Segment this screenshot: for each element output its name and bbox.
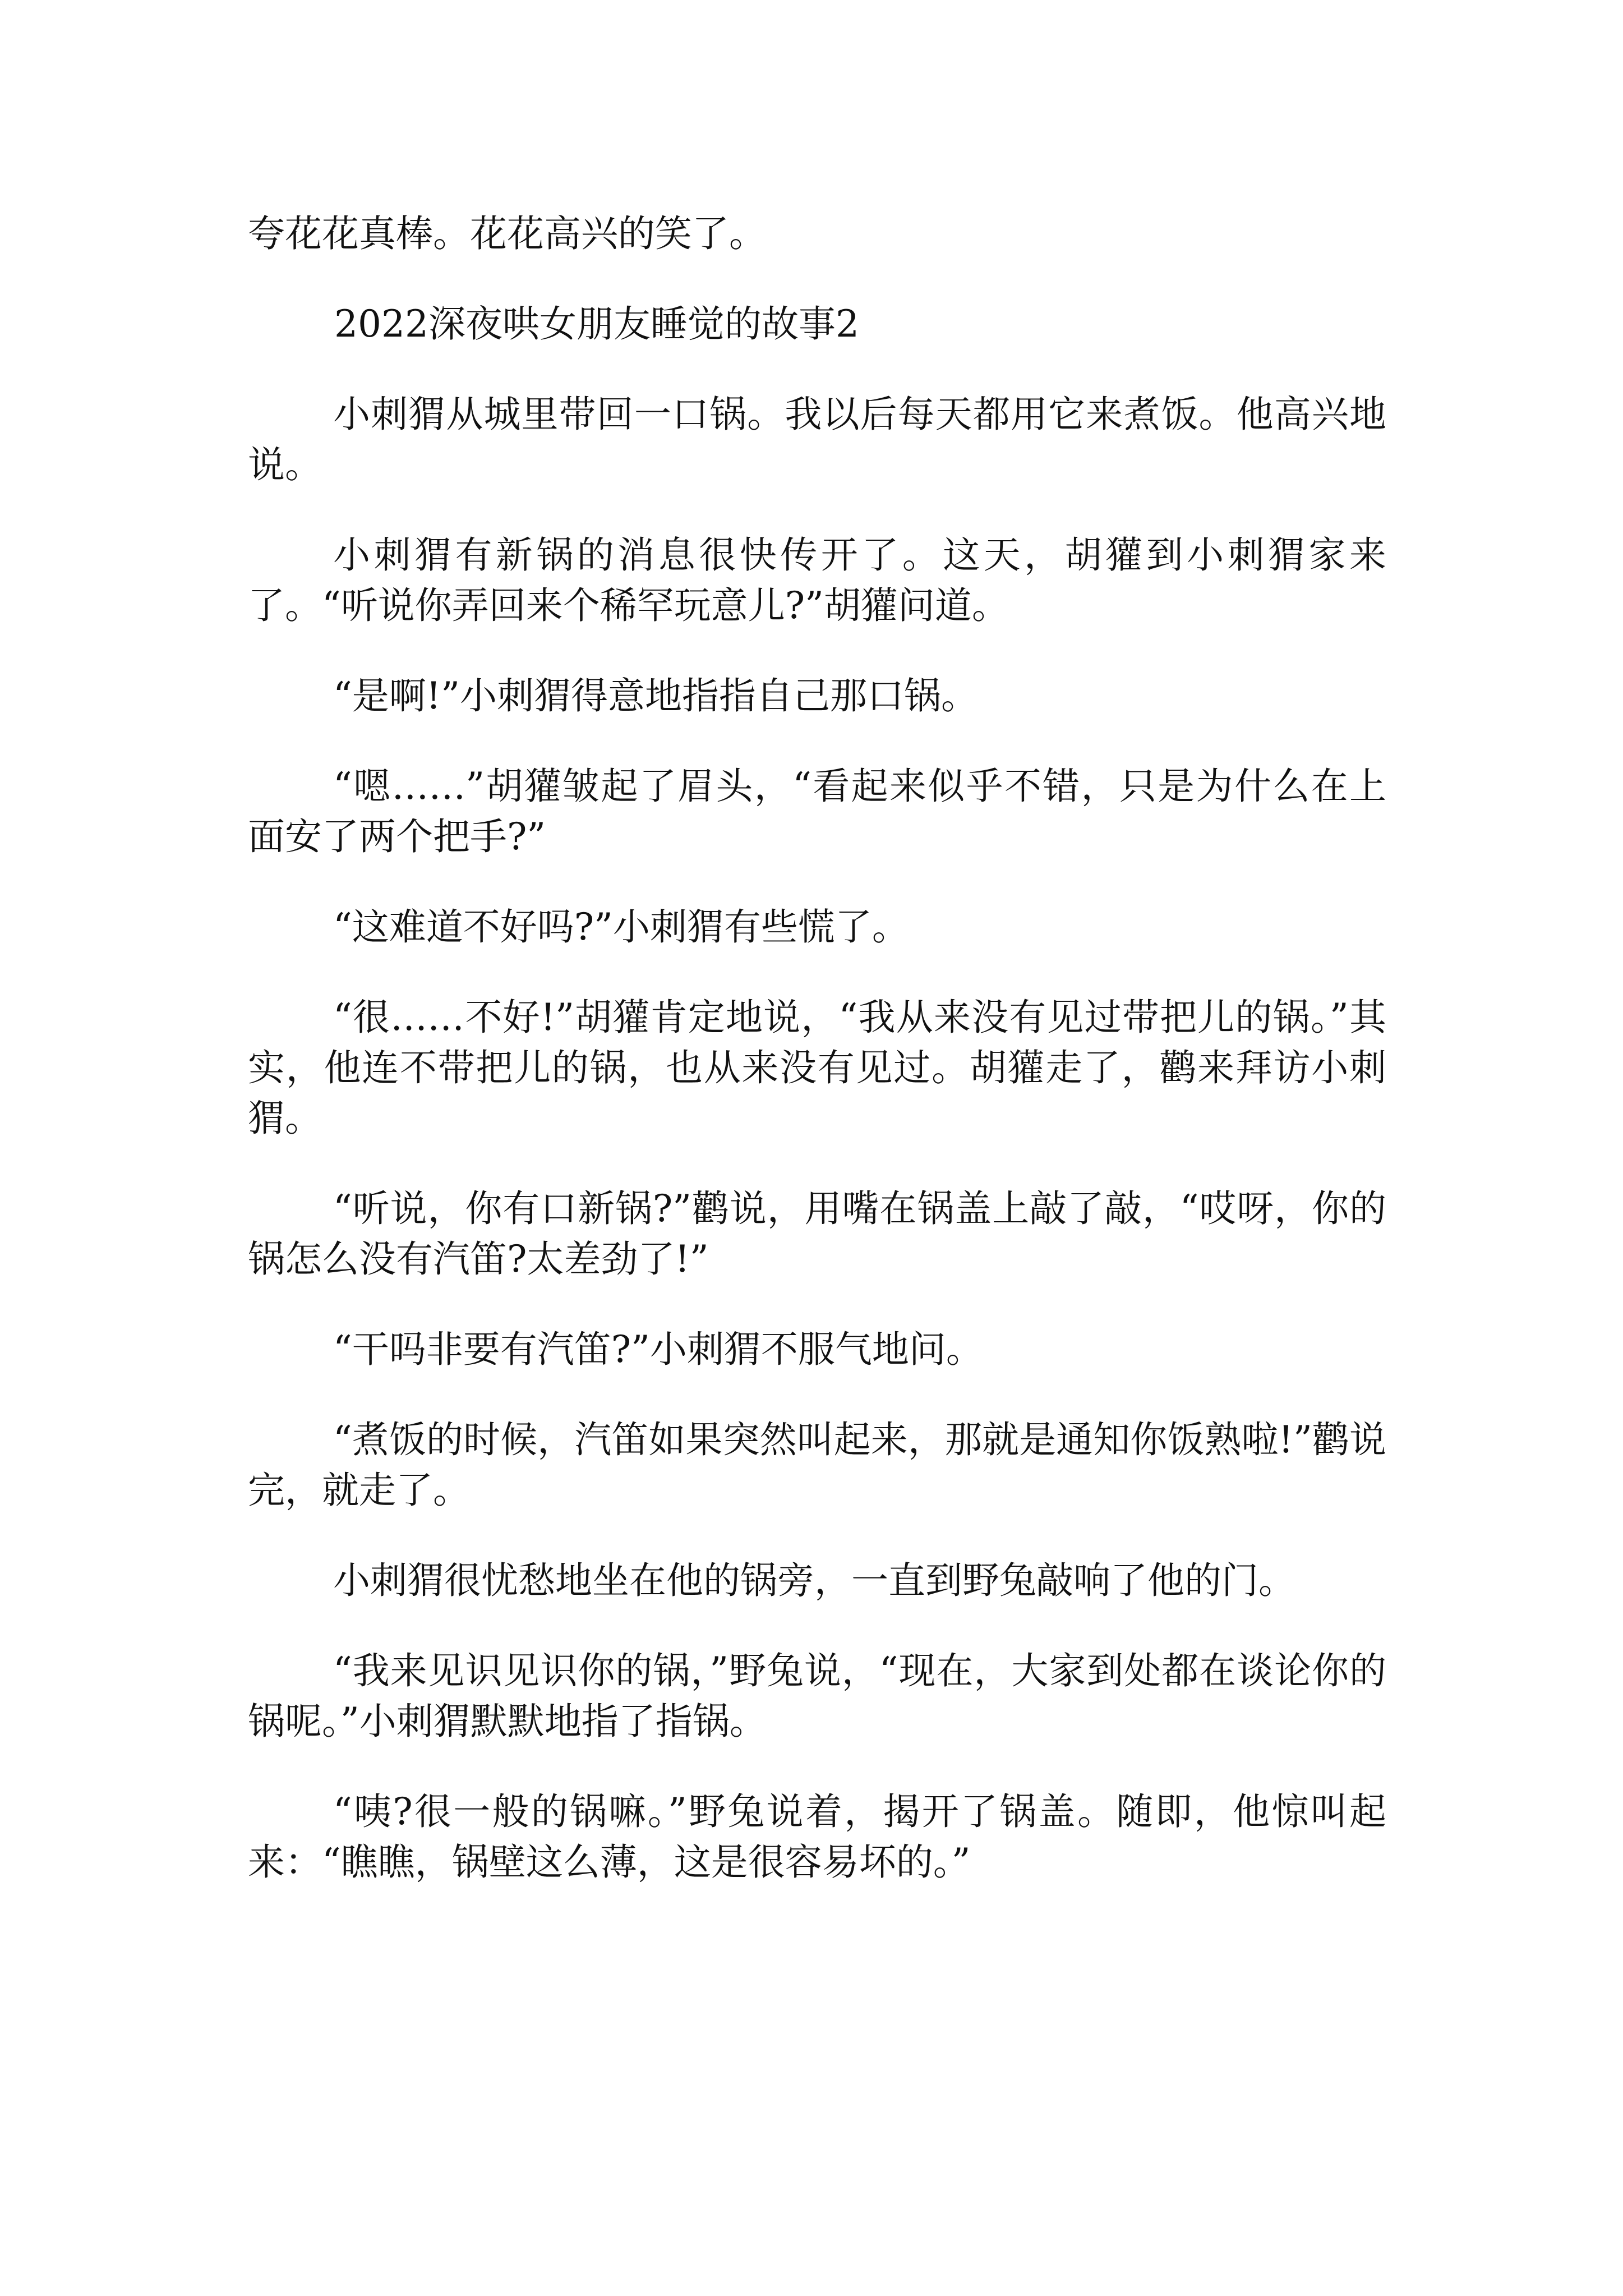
paragraph: “我来见识见识你的锅，”野兔说，“现在，大家到处都在谈论你的锅呢。”小刺猬默默地指了指锅。 [248, 1649, 1386, 1743]
paragraph: “嗯……”胡獾皱起了眉头，“看起来似乎不错，只是为什么在上面安了两个把手?” [248, 765, 1386, 858]
paragraph-continuation: 夸花花真棒。花花高兴的笑了。 [248, 212, 766, 255]
paragraph: “很……不好!”胡獾肯定地说，“我从来没有见过带把儿的锅。”其实，他连不带把儿的锅，也从来没有见过。胡獾走了，鹳来拜访小刺猬。 [248, 996, 1386, 1140]
paragraph: “干吗非要有汽笛?”小刺猬不服气地问。 [333, 1328, 983, 1371]
document-page [248, 209, 1386, 1927]
paragraph: “咦?很一般的锅嘛。”野兔说着，揭开了锅盖。随即，他惊叫起来：“瞧瞧，锅壁这么薄，这是很容易坏的。” [248, 1790, 1386, 1884]
paragraph: “煮饭的时候，汽笛如果突然叫起来，那就是通知你饭熟啦!”鹳说完，就走了。 [248, 1418, 1386, 1512]
story-title: 2022深夜哄女朋友睡觉的故事2 [334, 302, 859, 346]
paragraph: “听说，你有口新锅?”鹳说，用嘴在锅盖上敲了敲，“哎呀，你的锅怎么没有汽笛?太差劲了!” [248, 1187, 1386, 1281]
paragraph: “这难道不好吗?”小刺猬有些慌了。 [333, 905, 909, 949]
paragraph: 小刺猬有新锅的消息很快传开了。这天，胡獾到小刺猬家来了。“听说你弄回来个稀罕玩意儿?”胡獾问道。 [248, 533, 1386, 627]
paragraph: 小刺猬很忧愁地坐在他的锅旁，一直到野兔敲响了他的门。 [333, 1559, 1295, 1602]
paragraph: “是啊!”小刺猬得意地指指自己那口锅。 [333, 674, 979, 717]
paragraph: 小刺猬从城里带回一口锅。我以后每天都用它来煮饭。他高兴地说。 [248, 393, 1386, 486]
